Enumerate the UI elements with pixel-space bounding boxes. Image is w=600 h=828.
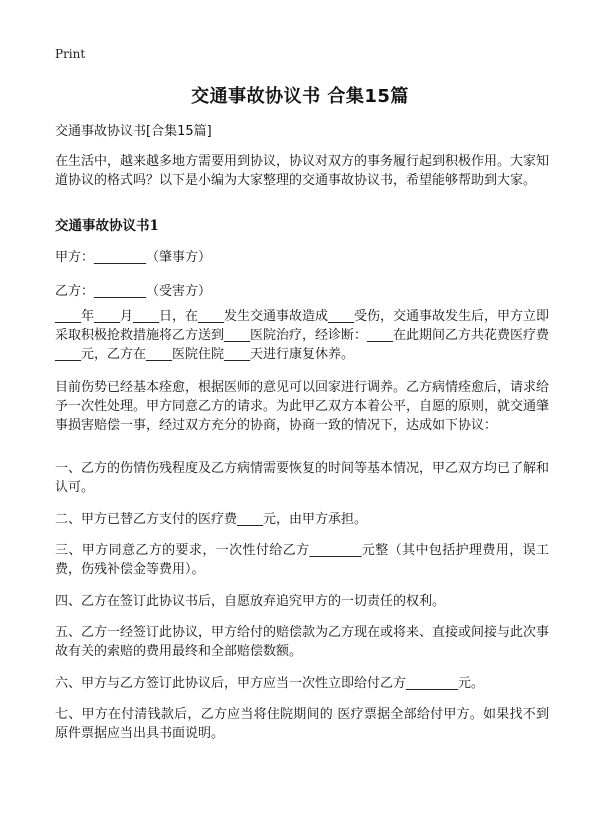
incident-paragraph: ____年____月____日，在____发生交通事故造成____受伤，交通事故发生后，甲方立即采取积极抢救措施将乙方送到____医院治疗，经诊断：____在此期间乙方共花费医疗费____元，乙方在____医院住院____天进行康复休养。: [55, 309, 550, 362]
party-b-line: 乙方：________（受害方）: [55, 284, 212, 299]
clause-4: 四、乙方在签订此协议书后，自愿放弃追究甲方的一切责任的权利。: [55, 594, 446, 609]
clause-1: 一、乙方的伤情伤残程度及乙方病情需要恢复的时间等基本情况，甲乙双方均已了解和认可。: [55, 461, 550, 495]
clause-6: 六、甲方与乙方签订此协议后，甲方应当一次性立即给付乙方________元。: [55, 676, 485, 691]
print-label[interactable]: Print: [55, 47, 86, 61]
clause-5: 五、乙方一经签订此协议，甲方给付的赔偿款为乙方现在或将来、直接或间接与此次事故有关的索赔的费用最终和全部赔偿数额。: [55, 625, 550, 659]
section-heading: 交通事故协议书1: [55, 218, 159, 234]
clause-3: 三、甲方同意乙方的要求，一次性付给乙方________元整（其中包括护理费用，误工费，伤残补偿金等费用）。: [55, 543, 549, 577]
agreement-paragraph: 目前伤势已经基本痊愈，根据医师的意见可以回家进行调养。乙方病情痊愈后，请求给予一次性处理。甲方同意乙方的请求。为此甲乙双方本着公平，自愿的原则，就交通肇事损害赔偿一事，经过双方充分的协商，协商一致的情况下，达成如下协议：: [55, 380, 550, 433]
page-title: 交通事故协议书 合集15篇: [191, 86, 409, 107]
clause-7: 七、甲方在付清钱款后，乙方应当将住院期间的 医疗票据全部给付甲方。如果找不到原件票据应当出具书面说明。: [55, 707, 549, 741]
document-subtitle: 交通事故协议书[合集15篇]: [55, 124, 212, 139]
intro-paragraph: 在生活中，越来越多地方需要用到协议，协议对双方的事务履行起到积极作用。大家知道协议的格式吗？以下是小编为大家整理的交通事故协议书，希望能够帮助到大家。: [55, 154, 550, 188]
party-a-line: 甲方：________（肇事方）: [55, 250, 212, 265]
clause-2: 二、甲方已替乙方支付的医疗费____元，由甲方承担。: [55, 512, 368, 527]
